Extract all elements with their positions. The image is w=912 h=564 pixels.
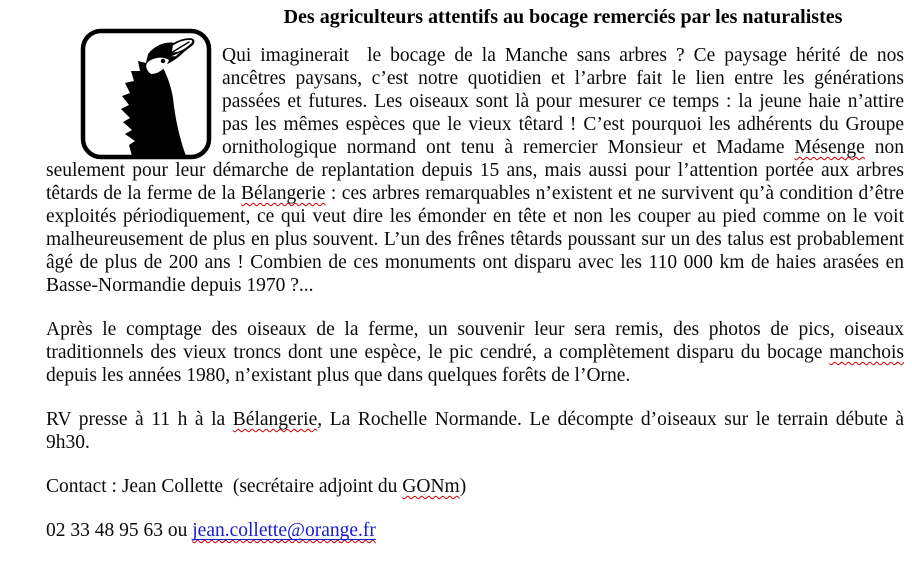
cormorant-logo [80,28,212,160]
text-run: depuis les années 1980, n’existant plus que dans quelques forêts de l’Orne. [46,365,631,386]
text-run: ) [459,476,467,497]
text-run: Après le comptage des oiseaux de la ferme, un souvenir leur sera remis, des photos de pics, oiseaux traditionnels des vieux troncs dont une espèce, le pic cendré, a complètement disparu du bocage [46,319,904,363]
text-run: , La Rochelle Normande. Le décompte d’oiseaux sur le terrain débute à 9h30. [46,409,904,453]
misspelled-word: manchois [829,342,904,363]
paragraph-rendezvous [46,408,904,454]
document-title: Des agriculteurs attentifs au bocage remerciés par les naturalistes [283,6,843,28]
text-run: Contact : Jean Collette (secrétaire adjoint du [46,476,403,497]
cormorant-bird-icon [80,28,212,160]
text-run: non seulement pour leur démarche de replantation depuis 15 ans, mais aussi pour l’attention portée aux arbres têtards de la ferme de la [46,137,904,204]
misspelled-word: Bélangerie [232,409,318,430]
paragraph-contact [46,475,904,498]
paragraph-phone-email [46,519,904,542]
text-run: Qui imaginerait le bocage de la Manche sans arbres ? Ce paysage hérité de nos ancêtres paysans, c’est notre quotidien et l’arbre fait le lien entre les générations passées et futures. Les oiseaux sont là pour mesurer ce temps : la jeune haie n’attire pas les mêmes espèces que le vieux têtard ! C’est pourquoi les adhérents du Groupe ornithologique normand ont tenu à remercier Monsieur et Madame [222,45,904,158]
text-run: 02 33 48 95 63 ou [46,520,193,541]
text-run: RV presse à 11 h à la [46,409,233,430]
email-link[interactable]: jean.collette@orange.fr [192,520,376,541]
misspelled-word: GONm [402,476,460,497]
paragraph-souvenir [46,318,904,387]
email-link-spellcheck-wrap [192,520,376,541]
misspelled-word: Bélangerie [241,183,326,204]
misspelled-word: Mésenge [794,137,865,158]
text-run: : ces arbres remarquables n’existent et ne survivent qu’à condition d’être exploités périodiquement, ce qui veut dire les émonder en tête et non les couper au pied comme on le voit malheureusement de plus en plus souvent. L’un des frênes têtards poussant sur un des talus est probablement âgé de plus de 200 ans ! Combien de ces monuments ont disparu avec les 110 000 km de haies arasées en Basse-Normandie depuis 1970 ?... [46,183,905,296]
